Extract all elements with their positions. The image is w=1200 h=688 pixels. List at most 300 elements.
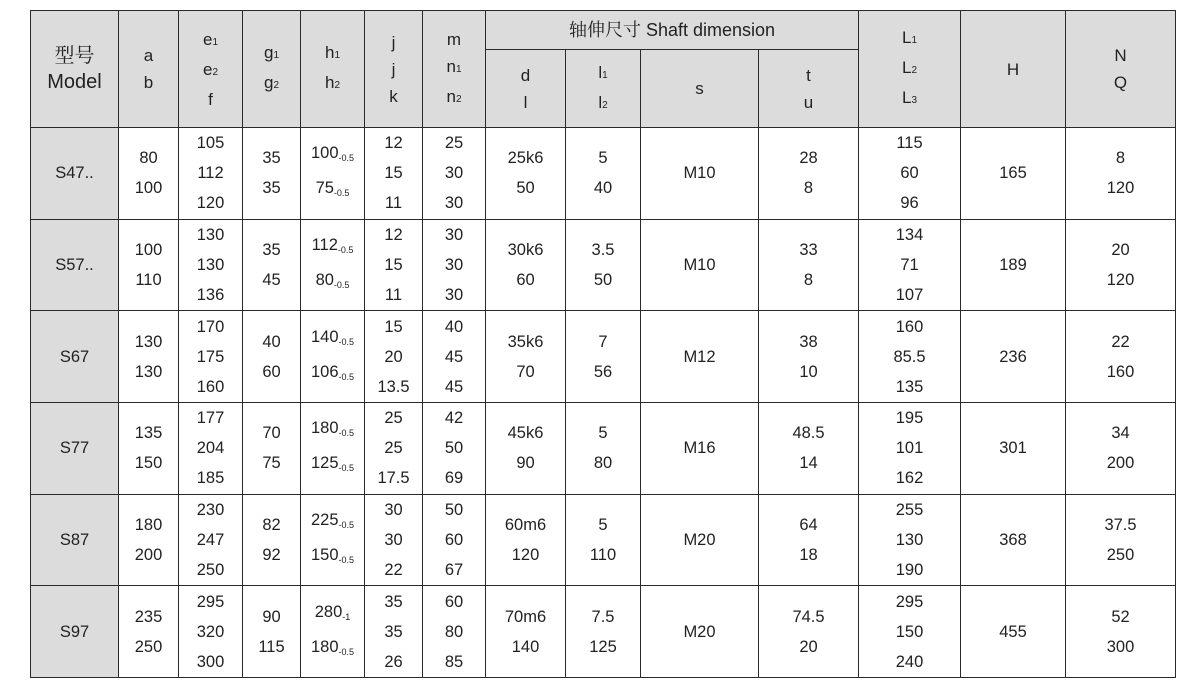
cell-NQ-line: 250 xyxy=(1106,545,1135,564)
cell-ef xyxy=(179,128,243,220)
cell-L-line: 195 xyxy=(895,409,924,428)
cell-L xyxy=(859,494,961,586)
cell-g xyxy=(243,128,301,220)
cell-jk-line: 25 xyxy=(384,409,403,428)
cell-tu-line: 20 xyxy=(799,637,818,656)
header-jk xyxy=(365,11,423,128)
cell-l12-line: 56 xyxy=(593,362,613,381)
cell-h-line xyxy=(301,265,364,300)
table-body xyxy=(31,128,1176,678)
cell-l12 xyxy=(566,311,641,403)
header-dl-line: d xyxy=(520,65,531,85)
cell-s: M10 xyxy=(641,128,759,220)
cell-dl-line: 60 xyxy=(516,270,535,289)
cell-ef-line: 320 xyxy=(196,622,225,641)
cell-ab xyxy=(119,494,179,586)
cell-mn-line: 69 xyxy=(444,469,464,488)
header-mn-line-subscript: 2 xyxy=(455,93,462,105)
cell-g-line: 35 xyxy=(262,179,281,198)
cell-L-line: 162 xyxy=(895,469,924,488)
cell-ab-line: 150 xyxy=(134,454,163,473)
cell-dl-line: 120 xyxy=(511,545,540,564)
cell-mn-line: 60 xyxy=(444,530,464,549)
cell-mn-line: 45 xyxy=(444,377,464,396)
header-tu-line: u xyxy=(803,92,814,112)
cell-h xyxy=(301,402,365,494)
cell-mn-line: 67 xyxy=(444,560,464,579)
cell-value: 280 xyxy=(314,602,343,621)
header-ef-line-subscript: 1 xyxy=(212,36,219,48)
cell-g-line: 115 xyxy=(258,637,285,656)
cell-mn xyxy=(423,402,486,494)
header-ef-line xyxy=(179,86,242,113)
cell-mn-line: 30 xyxy=(444,255,464,274)
cell-NQ xyxy=(1066,494,1176,586)
cell-dl-line: 140 xyxy=(511,637,540,656)
cell-s: M12 xyxy=(641,311,759,403)
cell-value: 140 xyxy=(310,327,339,346)
cell-mn-line: 80 xyxy=(444,622,464,641)
cell-h-line xyxy=(301,138,364,173)
cell-NQ-line: 200 xyxy=(1106,454,1135,473)
cell-jk-line: 30 xyxy=(384,530,403,549)
cell-H: 368 xyxy=(961,494,1066,586)
cell-jk-line: 25 xyxy=(384,439,403,458)
header-g-line-subscript: 1 xyxy=(273,50,280,61)
cell-jk xyxy=(365,402,423,494)
cell-g xyxy=(243,586,301,678)
header-h-line-subscript: 1 xyxy=(334,50,341,61)
cell-jk xyxy=(365,311,423,403)
cell-tu-line: 48.5 xyxy=(792,424,825,443)
header-mn-line-base: n xyxy=(446,86,456,106)
cell-dl-line: 25k6 xyxy=(507,149,544,168)
cell-value: 150 xyxy=(310,545,339,564)
cell-L-line: 255 xyxy=(895,500,924,519)
cell-h-line xyxy=(301,230,364,265)
header-l12-line-subscript: 1 xyxy=(602,69,608,81)
cell-l12 xyxy=(566,402,641,494)
cell-model: S47.. xyxy=(31,128,119,220)
cell-jk-line: 11 xyxy=(384,285,403,304)
cell-h xyxy=(301,311,365,403)
cell-dl-line: 70m6 xyxy=(504,607,547,626)
cell-NQ xyxy=(1066,128,1176,220)
cell-ef-line: 112 xyxy=(197,164,224,183)
header-jk-line: j xyxy=(391,32,396,52)
header-g-line-base: g xyxy=(263,43,274,62)
header-g-line xyxy=(243,39,300,69)
header-L-line-base: L xyxy=(902,58,912,77)
cell-ab-line: 135 xyxy=(134,424,163,443)
cell-l12-line: 80 xyxy=(593,454,613,473)
header-L-line xyxy=(859,84,960,114)
cell-g-line: 45 xyxy=(262,270,281,289)
cell-NQ xyxy=(1066,402,1176,494)
cell-dl-line: 60m6 xyxy=(504,515,547,534)
cell-dl xyxy=(486,128,566,220)
cell-jk-line: 12 xyxy=(384,225,403,244)
cell-mn xyxy=(423,128,486,220)
tolerance: -0.5 xyxy=(338,371,355,382)
cell-mn xyxy=(423,586,486,678)
cell-tu-line: 33 xyxy=(799,240,818,259)
cell-ef xyxy=(179,494,243,586)
cell-jk-line: 22 xyxy=(384,560,403,579)
header-dl xyxy=(486,50,566,128)
cell-dl-line: 35k6 xyxy=(507,332,544,351)
header-shaft-dimension: 轴伸尺寸 Shaft dimension xyxy=(486,11,859,50)
header-jk-line: k xyxy=(389,86,398,106)
tolerance: -1 xyxy=(342,611,351,622)
cell-ab-line: 235 xyxy=(134,607,163,626)
cell-ab-line: 130 xyxy=(134,332,163,351)
cell-L-line: 190 xyxy=(895,560,924,579)
cell-dl xyxy=(486,311,566,403)
cell-s: M20 xyxy=(641,494,759,586)
header-L-line-base: L xyxy=(902,88,912,107)
header-h-line-base: h xyxy=(324,73,335,92)
table-row xyxy=(31,311,1176,403)
cell-L-line: 60 xyxy=(900,164,919,183)
cell-tu xyxy=(759,128,859,220)
header-mn-line xyxy=(423,83,485,113)
header-ab xyxy=(119,11,179,128)
cell-jk-line: 15 xyxy=(384,255,403,274)
cell-value: 106 xyxy=(310,362,339,381)
cell-jk-line: 26 xyxy=(384,652,403,671)
header-mn-line-base: m xyxy=(446,29,462,49)
header-g-line-base: g xyxy=(263,73,274,92)
cell-model: S57.. xyxy=(31,219,119,311)
cell-ab xyxy=(119,402,179,494)
tolerance: -0.5 xyxy=(338,336,355,347)
cell-ab-line: 80 xyxy=(139,149,158,168)
cell-ef-line: 105 xyxy=(196,134,225,153)
cell-ef xyxy=(179,311,243,403)
cell-ab-line: 100 xyxy=(134,179,163,198)
cell-ef-line: 130 xyxy=(196,225,225,244)
cell-H: 301 xyxy=(961,402,1066,494)
header-h-line-subscript: 2 xyxy=(334,80,341,91)
cell-L-line: 71 xyxy=(900,255,919,274)
cell-dl-line: 70 xyxy=(516,362,535,381)
cell-tu-line: 18 xyxy=(799,545,818,564)
cell-g xyxy=(243,219,301,311)
header-mn-line-subscript: 1 xyxy=(455,63,462,75)
cell-jk xyxy=(365,494,423,586)
cell-dl-line: 30k6 xyxy=(507,240,544,259)
cell-ef-line: 160 xyxy=(196,377,225,396)
header-H: H xyxy=(961,11,1066,128)
cell-h xyxy=(301,128,365,220)
tolerance: -0.5 xyxy=(333,188,350,199)
cell-jk xyxy=(365,128,423,220)
cell-l12-line: 50 xyxy=(593,270,613,289)
cell-NQ-line: 300 xyxy=(1106,637,1135,656)
header-l12-line xyxy=(566,89,640,119)
cell-value: 100 xyxy=(310,144,339,163)
cell-L-line: 96 xyxy=(900,194,919,213)
cell-L-line: 115 xyxy=(896,134,923,153)
cell-jk-line: 30 xyxy=(384,500,403,519)
cell-tu xyxy=(759,586,859,678)
cell-ab-line: 100 xyxy=(134,240,163,259)
cell-dl xyxy=(486,219,566,311)
cell-ef-line: 295 xyxy=(196,592,225,611)
header-h-line xyxy=(301,39,364,69)
cell-h-line xyxy=(301,322,364,357)
cell-L-line: 134 xyxy=(895,225,924,244)
header-L-line xyxy=(859,24,960,54)
cell-dl xyxy=(486,586,566,678)
header-NQ xyxy=(1066,11,1176,128)
cell-NQ-line: 37.5 xyxy=(1104,515,1137,534)
cell-mn xyxy=(423,219,486,311)
dimension-table-container xyxy=(30,10,1175,678)
header-tu xyxy=(759,50,859,128)
header-mn-line xyxy=(423,26,485,53)
header-g-line-subscript: 2 xyxy=(273,80,280,91)
cell-NQ xyxy=(1066,311,1176,403)
cell-l12-line: 125 xyxy=(589,637,617,656)
cell-H: 165 xyxy=(961,128,1066,220)
cell-value: 125 xyxy=(310,454,339,473)
cell-ef-line: 177 xyxy=(196,409,225,428)
cell-NQ-line: 34 xyxy=(1111,424,1130,443)
cell-h xyxy=(301,586,365,678)
cell-NQ xyxy=(1066,219,1176,311)
cell-jk xyxy=(365,586,423,678)
cell-l12-line: 40 xyxy=(593,179,613,198)
cell-L-line: 295 xyxy=(895,592,924,611)
cell-jk-line: 35 xyxy=(384,592,403,611)
cell-l12 xyxy=(566,128,641,220)
cell-dl-line: 90 xyxy=(516,454,535,473)
cell-ef-line: 136 xyxy=(196,285,225,304)
cell-jk-line: 17.5 xyxy=(377,469,410,488)
cell-jk-line: 15 xyxy=(384,164,403,183)
cell-L xyxy=(859,402,961,494)
cell-ab xyxy=(119,128,179,220)
header-ab-line: b xyxy=(143,73,154,92)
cell-tu-line: 74.5 xyxy=(792,607,825,626)
header-h xyxy=(301,11,365,128)
cell-g-line: 35 xyxy=(262,240,281,259)
cell-g xyxy=(243,311,301,403)
header-l12-line xyxy=(566,59,640,89)
header-model-cn: 型号 xyxy=(54,45,95,67)
dimension-table xyxy=(30,10,1176,678)
cell-L-line: 160 xyxy=(895,317,924,336)
cell-h-line xyxy=(301,540,364,575)
cell-tu xyxy=(759,219,859,311)
table-row xyxy=(31,128,1176,220)
cell-ef-line: 170 xyxy=(196,317,225,336)
header-h-line-base: h xyxy=(324,43,335,62)
tolerance: -0.5 xyxy=(333,279,350,290)
cell-jk xyxy=(365,219,423,311)
cell-model: S87 xyxy=(31,494,119,586)
cell-tu xyxy=(759,402,859,494)
cell-ab xyxy=(119,311,179,403)
cell-value: 180 xyxy=(310,419,339,438)
tolerance: -0.5 xyxy=(338,428,355,439)
cell-ef-line: 130 xyxy=(196,255,225,274)
cell-tu xyxy=(759,494,859,586)
header-l12-line-base: l xyxy=(598,62,603,82)
cell-NQ xyxy=(1066,586,1176,678)
cell-l12 xyxy=(566,219,641,311)
cell-g-line: 70 xyxy=(262,424,281,443)
cell-ab-line: 110 xyxy=(135,270,162,289)
cell-l12-line: 110 xyxy=(589,545,617,564)
cell-h-line xyxy=(301,448,364,483)
cell-ef-line: 175 xyxy=(196,347,225,366)
table-row xyxy=(31,219,1176,311)
cell-h xyxy=(301,494,365,586)
cell-jk-line: 13.5 xyxy=(377,377,410,396)
cell-tu-line: 14 xyxy=(799,454,818,473)
cell-value: 75 xyxy=(315,179,334,198)
cell-tu-line: 64 xyxy=(799,515,818,534)
tolerance: -0.5 xyxy=(337,244,354,255)
cell-mn-line: 25 xyxy=(444,134,464,153)
header-h-line xyxy=(301,69,364,99)
header-NQ-line: N xyxy=(1114,46,1127,65)
cell-L-line: 150 xyxy=(895,622,924,641)
header-L-line xyxy=(859,54,960,84)
cell-jk-line: 12 xyxy=(384,134,403,153)
cell-L xyxy=(859,586,961,678)
cell-ab-line: 250 xyxy=(134,637,163,656)
cell-l12-line: 5 xyxy=(598,424,608,443)
tolerance: -0.5 xyxy=(338,153,355,164)
header-g xyxy=(243,11,301,128)
cell-L-line: 85.5 xyxy=(893,347,926,366)
header-ef-line-base: f xyxy=(208,89,213,109)
tolerance: -0.5 xyxy=(338,646,355,657)
cell-mn-line: 60 xyxy=(444,592,464,611)
cell-h-line xyxy=(301,357,364,392)
tolerance: -0.5 xyxy=(338,554,355,565)
cell-L xyxy=(859,128,961,220)
cell-mn-line: 42 xyxy=(444,409,464,428)
header-ef-line-base: e xyxy=(202,29,213,49)
cell-l12 xyxy=(566,494,641,586)
cell-model: S97 xyxy=(31,586,119,678)
cell-tu-line: 8 xyxy=(803,179,814,198)
cell-g-line: 75 xyxy=(262,454,281,473)
header-mn-line-base: n xyxy=(446,56,456,76)
table-row xyxy=(31,586,1176,678)
header-l12-line-base: l xyxy=(598,92,603,112)
cell-l12-line: 5 xyxy=(598,515,608,534)
cell-H: 189 xyxy=(961,219,1066,311)
cell-dl-line: 50 xyxy=(516,179,535,198)
cell-NQ-line: 120 xyxy=(1106,179,1135,198)
cell-ef-line: 247 xyxy=(196,530,225,549)
cell-mn xyxy=(423,494,486,586)
cell-s: M20 xyxy=(641,586,759,678)
cell-mn xyxy=(423,311,486,403)
cell-tu-line: 10 xyxy=(799,362,818,381)
header-ef-line xyxy=(179,26,242,56)
cell-ef xyxy=(179,586,243,678)
cell-mn-line: 50 xyxy=(444,439,464,458)
cell-tu-line: 38 xyxy=(799,332,818,351)
cell-g xyxy=(243,402,301,494)
header-ef-line xyxy=(179,56,242,86)
cell-L-line: 107 xyxy=(895,285,924,304)
cell-H: 236 xyxy=(961,311,1066,403)
header-NQ-line: Q xyxy=(1113,73,1128,92)
cell-dl-line: 45k6 xyxy=(507,424,544,443)
header-ef-line-base: e xyxy=(202,59,213,79)
cell-tu-line: 8 xyxy=(803,270,814,289)
cell-model: S67 xyxy=(31,311,119,403)
cell-NQ-line: 120 xyxy=(1106,270,1135,289)
header-L-line-subscript: 3 xyxy=(911,95,918,106)
cell-dl xyxy=(486,402,566,494)
cell-h xyxy=(301,219,365,311)
cell-mn-line: 30 xyxy=(444,285,464,304)
cell-ef-line: 120 xyxy=(196,194,225,213)
cell-jk-line: 35 xyxy=(384,622,403,641)
header-ab-line: a xyxy=(143,46,154,65)
cell-ef xyxy=(179,219,243,311)
header-jk-line: j xyxy=(391,59,396,79)
cell-ab-line: 130 xyxy=(134,362,163,381)
cell-ab xyxy=(119,219,179,311)
header-model-en: Model xyxy=(47,71,102,93)
cell-model: S77 xyxy=(31,402,119,494)
header-dl-line: l xyxy=(523,92,528,112)
cell-NQ-line: 52 xyxy=(1111,607,1130,626)
cell-tu-line: 28 xyxy=(799,149,818,168)
cell-l12 xyxy=(566,586,641,678)
cell-L xyxy=(859,311,961,403)
cell-NQ-line: 22 xyxy=(1111,332,1130,351)
cell-L-line: 135 xyxy=(895,377,924,396)
cell-h-line xyxy=(301,632,364,667)
tolerance: -0.5 xyxy=(338,519,355,530)
cell-NQ-line: 8 xyxy=(1115,149,1126,168)
header-L-line-base: L xyxy=(902,28,912,47)
cell-value: 80 xyxy=(315,270,334,289)
header-model xyxy=(31,11,119,128)
cell-dl xyxy=(486,494,566,586)
cell-g-line: 40 xyxy=(262,332,281,351)
cell-mn-line: 40 xyxy=(444,317,464,336)
cell-ab-line: 200 xyxy=(134,545,163,564)
cell-ef-line: 204 xyxy=(196,439,225,458)
cell-jk-line: 20 xyxy=(384,347,403,366)
cell-L-line: 130 xyxy=(895,530,924,549)
table-header xyxy=(31,11,1176,128)
cell-NQ-line: 20 xyxy=(1111,240,1130,259)
cell-g xyxy=(243,494,301,586)
cell-s: M10 xyxy=(641,219,759,311)
tolerance: -0.5 xyxy=(338,463,355,474)
cell-g-line: 90 xyxy=(262,607,281,626)
cell-value: 112 xyxy=(311,235,338,254)
cell-ef-line: 250 xyxy=(196,560,225,579)
cell-mn-line: 85 xyxy=(444,652,464,671)
cell-H: 455 xyxy=(961,586,1066,678)
cell-mn-line: 30 xyxy=(444,225,464,244)
cell-l12-line: 5 xyxy=(598,149,608,168)
